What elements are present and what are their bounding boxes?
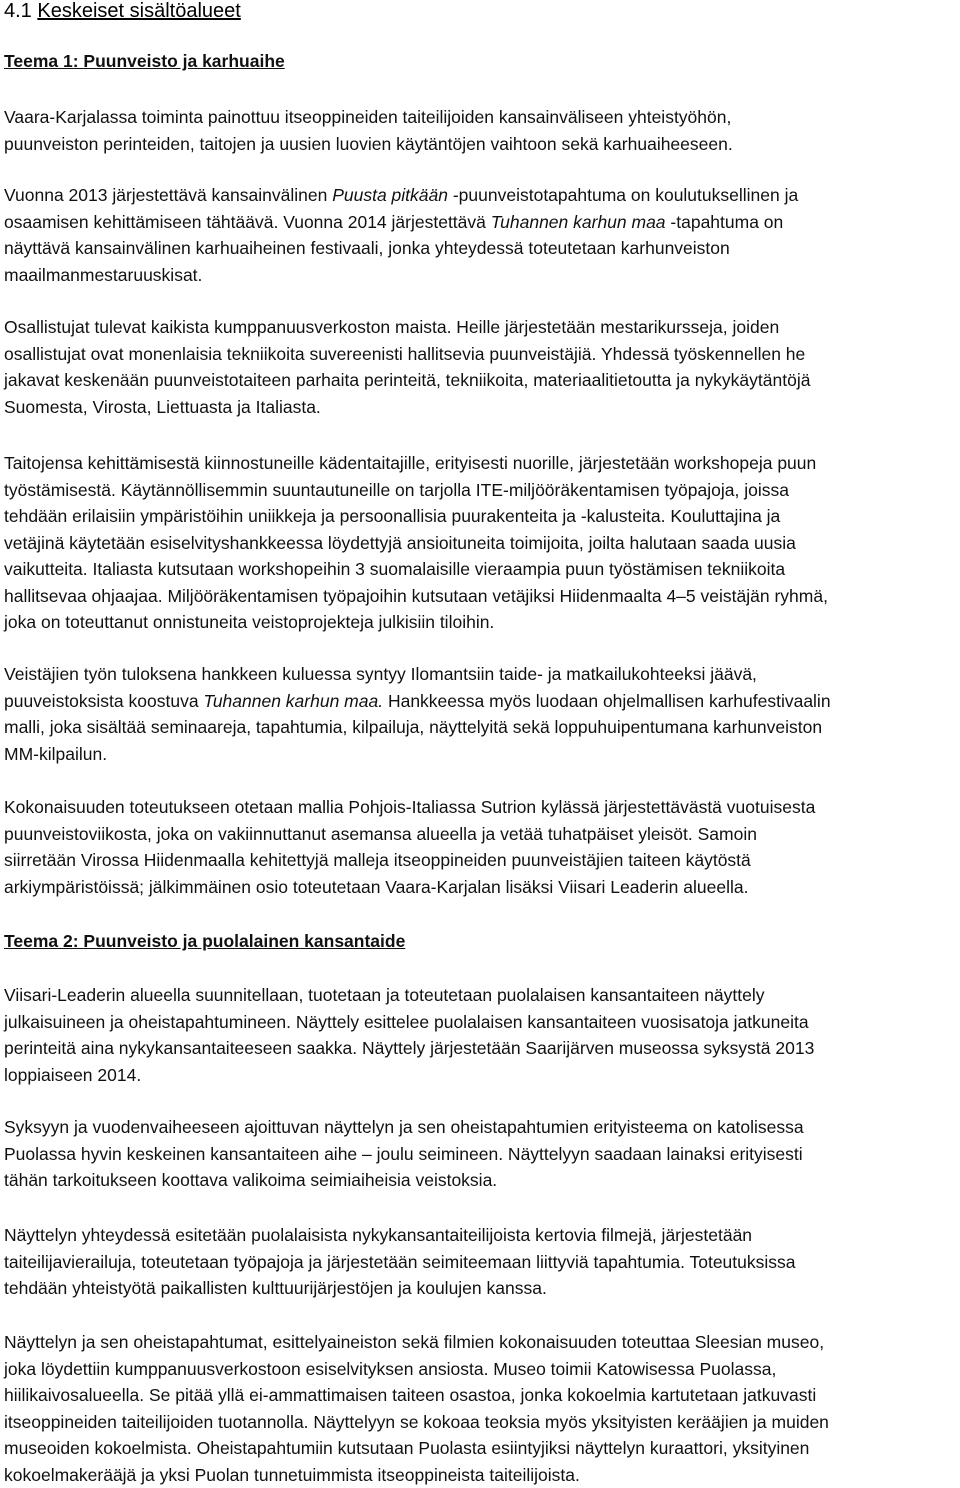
theme2-paragraph-2 <box>4 1114 954 1194</box>
theme2-paragraph-4 <box>4 1329 954 1488</box>
text-line: arkiympäristöissä; jälkimmäinen osio toteutetaan Vaara-Karjalan lisäksi Viisari Leaderin alueella. <box>4 874 954 901</box>
artwork-name-tuhannen-karhun-maa: Tuhannen karhun maa. <box>203 691 383 711</box>
theme1-paragraph-6 <box>4 794 954 900</box>
text-line: tehdään erilaisiin ympäristöihin uniikkeja ja persoonallisia puurakenteita ja -kalusteita. Kouluttajina ja <box>4 503 954 530</box>
event-name-tuhannen-karhun-maa: Tuhannen karhun maa <box>491 212 666 232</box>
text-line: MM-kilpailun. <box>4 741 954 768</box>
text-line: Osallistujat tulevat kaikista kumppanuusverkoston maista. Heille järjestetään mestarikursseja, joiden <box>4 314 954 341</box>
text-line: Viisari-Leaderin alueella suunnitellaan, tuotetaan ja toteutetaan puolalaisen kansantaiteen näyttely <box>4 982 954 1009</box>
theme2-heading: Teema 2: Puunveisto ja puolalainen kansantaide <box>4 929 405 953</box>
text-line: loppiaiseen 2014. <box>4 1062 954 1089</box>
theme1-paragraph-5 <box>4 661 954 767</box>
section-number: 4.1 <box>4 0 32 22</box>
text-line: hallitsevaa ohjaajaa. Miljööräkentamisen työpajoihin kutsutaan vetäjiksi Hiidenmaalta 4–5 veistäjän ryhmä, <box>4 583 954 610</box>
theme2-paragraph-1 <box>4 982 954 1088</box>
text-line: Suomesta, Virosta, Liettuasta ja Italiasta. <box>4 394 954 421</box>
text-line: Vuonna 2013 järjestettävä kansainvälinen Puusta pitkään -puunveistotapahtuma on koulutuksellinen ja <box>4 182 954 209</box>
text-line: osallistujat ovat monenlaisia tekniikoita suvereenisti hallitsevia puunveistäjiä. Yhdessä työskennellen he <box>4 341 954 368</box>
text-line: Taitojensa kehittämisestä kiinnostuneille kädentaitajille, erityisesti nuorille, järjestetään workshopeja puun <box>4 450 954 477</box>
text-line: työstämisestä. Käytännöllisemmin suuntautuneille on tarjolla ITE-miljööräkentamisen työpajoja, joissa <box>4 477 954 504</box>
section-heading <box>4 0 241 23</box>
text-line: jakavat keskenään puunveistotaiteen parhaita perinteitä, tekniikoita, materiaalitietoutta ja nykykäytäntöjä <box>4 367 954 394</box>
theme1-paragraph-4 <box>4 450 954 636</box>
text-line: joka on toteuttanut onnistuneita veistoprojekteja julkisiin tiloihin. <box>4 609 954 636</box>
text-line: maailmanmestaruuskisat. <box>4 262 954 289</box>
theme1-paragraph-3 <box>4 314 954 420</box>
text-line: tähän tarkoitukseen koottava valikoima seimiaiheisia veistoksia. <box>4 1167 954 1194</box>
text-line: hiilikaivosalueella. Se pitää yllä ei-ammattimaisen taiteen osastoa, jonka kokoelmia kartutetaan jatkuvasti <box>4 1382 954 1409</box>
text-line: vetäjinä käytetään esiselvityshankkeessa löydettyjä ansioituneita toimijoita, joilta halutaan saada uusia <box>4 530 954 557</box>
theme1-paragraph-2 <box>4 182 954 288</box>
text-line: Vaara-Karjalassa toiminta painottuu itseoppineiden taiteilijoiden kansainväliseen yhteistyöhön, <box>4 104 954 131</box>
text-line: puunveiston perinteiden, taitojen ja uusien luovien käytäntöjen vaihtoon sekä karhuaiheeseen. <box>4 131 954 158</box>
text-line: julkaisuineen ja oheistapahtumineen. Näyttely esittelee puolalaisen kansantaiteen vuosisatoja jatkuneita <box>4 1009 954 1036</box>
text-line: näyttävä kansainvälinen karhuaiheinen festivaali, jonka yhteydessä toteutetaan karhunveiston <box>4 235 954 262</box>
text-line: siirretään Virossa Hiidenmaalla kehitettyjä malleja itseoppineiden puunveistäjien taiteen käytöstä <box>4 847 954 874</box>
text-line: Veistäjien työn tuloksena hankkeen kuluessa syntyy Ilomantsiin taide- ja matkailukohteeksi jäävä, <box>4 661 954 688</box>
section-title: Keskeiset sisältöalueet <box>37 0 240 22</box>
text-line: kokoelmakerääjä ja yksi Puolan tunnetuimmista itseoppineista taiteilijoista. <box>4 1462 954 1488</box>
text-line: malli, joka sisältää seminaareja, tapahtumia, kilpailuja, näyttelyitä sekä loppuhuipentumana karhunveiston <box>4 714 954 741</box>
text-line: tehdään yhteistyötä paikallisten kulttuurijärjestöjen ja koulujen kanssa. <box>4 1275 954 1302</box>
text-line: taiteilijavierailuja, toteutetaan työpajoja ja järjestetään seimiteemaan liittyviä tapahtumia. Toteutuksissa <box>4 1249 954 1276</box>
text-line: Syksyyn ja vuodenvaiheeseen ajoittuvan näyttelyn ja sen oheistapahtumien erityisteema on katolisessa <box>4 1114 954 1141</box>
text-line: Kokonaisuuden toteutukseen otetaan mallia Pohjois-Italiassa Sutrion kylässä järjestettävästä vuotuisesta <box>4 794 954 821</box>
event-name-puusta-pitkaan: Puusta pitkään <box>332 185 448 205</box>
text-line: puuveistoksista koostuva Tuhannen karhun maa. Hankkeessa myös luodaan ohjelmallisen karhufestivaalin <box>4 688 954 715</box>
theme1-heading: Teema 1: Puunveisto ja karhuaihe <box>4 49 285 73</box>
theme1-paragraph-1 <box>4 104 954 157</box>
text-line: joka löydettiin kumppanuusverkostoon esiselvityksen ansiosta. Museo toimii Katowisessa Puolassa, <box>4 1356 954 1383</box>
text-line: museoiden kokoelmista. Oheistapahtumiin kutsutaan Puolasta esiintyjiksi näyttelyn kuraattori, yksityinen <box>4 1435 954 1462</box>
text-line: vaikutteita. Italiasta kutsutaan workshopeihin 3 suomalaisille vieraampia puun työstämisen tekniikoita <box>4 556 954 583</box>
theme2-paragraph-3 <box>4 1222 954 1302</box>
text-line: itseoppineiden taiteilijoiden tuotannolla. Näyttelyyn se kokoaa teoksia myös yksityisten kerääjien ja muiden <box>4 1409 954 1436</box>
text-line: puunveistoviikosta, joka on vakiinnuttanut asemansa alueella ja vetää tuhatpäiset yleisöt. Samoin <box>4 821 954 848</box>
text-line: perinteitä aina nykykansantaiteeseen saakka. Näyttely järjestetään Saarijärven museossa syksystä 2013 <box>4 1035 954 1062</box>
text-line: osaamisen kehittämiseen tähtäävä. Vuonna 2014 järjestettävä Tuhannen karhun maa -tapahtuma on <box>4 209 954 236</box>
text-line: Näyttelyn yhteydessä esitetään puolalaisista nykykansantaiteilijoista kertovia filmejä, järjestetään <box>4 1222 954 1249</box>
text-line: Puolassa hyvin keskeinen kansantaiteen aihe – joulu seimineen. Näyttelyyn saadaan lainaksi erityisesti <box>4 1141 954 1168</box>
text-line: Näyttelyn ja sen oheistapahtumat, esittelyaineiston sekä filmien kokonaisuuden toteuttaa Sleesian museo, <box>4 1329 954 1356</box>
